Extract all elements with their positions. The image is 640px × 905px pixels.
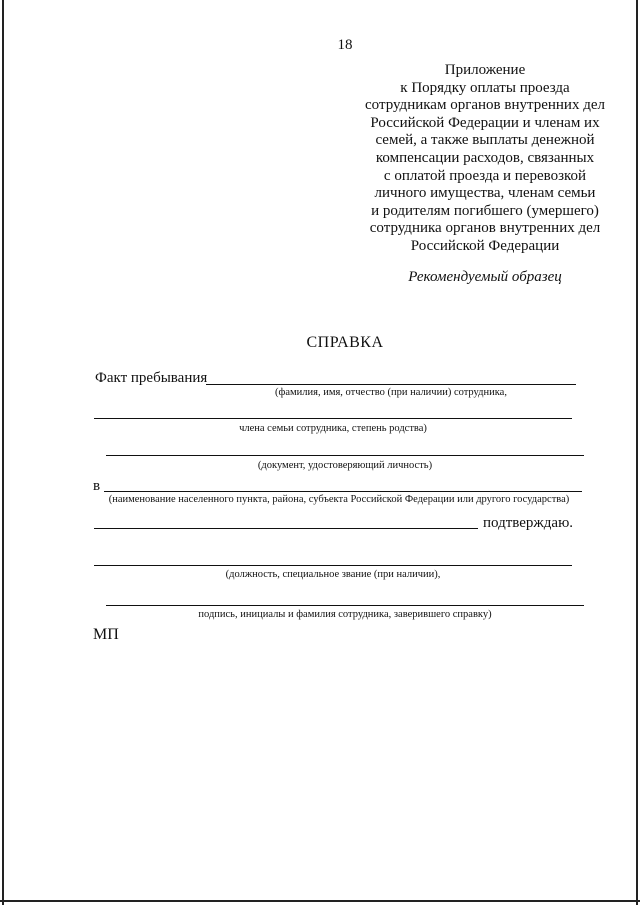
- caption-fio: (фамилия, имя, отчество (при наличии) сотрудника,: [275, 387, 507, 398]
- page-border-left: [2, 0, 4, 905]
- appendix-line: Российской Федерации: [410, 237, 560, 254]
- location-continuation-line[interactable]: [94, 528, 478, 529]
- caption-family: члена семьи сотрудника, степень родства): [239, 423, 427, 434]
- caption-signature: подпись, инициалы и фамилия сотрудника, заверившего справку): [198, 609, 492, 620]
- document-title: СПРАВКА: [306, 334, 384, 351]
- appendix-line: личного имущества, членам семьи: [374, 185, 596, 202]
- appendix-line: к Порядку оплаты проезда: [400, 79, 570, 96]
- appendix-line: и родителям погибшего (умершего): [371, 202, 599, 219]
- position-field-line[interactable]: [94, 565, 572, 566]
- caption-document: (документ, удостоверяющий личность): [257, 460, 433, 471]
- appendix-line: Приложение: [444, 62, 526, 78]
- appendix-line: семей, а также выплаты денежной: [375, 132, 595, 149]
- caption-location: (наименование населенного пункта, района, субъекта Российской Федерации или другого государства): [108, 494, 570, 505]
- appendix-line: Российской Федерации и членам их: [370, 114, 600, 131]
- fact-label: Факт пребывания: [95, 370, 208, 386]
- signature-field-line[interactable]: [106, 605, 584, 606]
- appendix-line: с оплатой проезда и перевозкой: [383, 167, 587, 184]
- confirm-label: подтверждаю.: [483, 515, 574, 531]
- in-label: в: [93, 478, 101, 494]
- appendix-line: сотрудника органов внутренних дел: [369, 220, 601, 237]
- location-field-line[interactable]: [104, 491, 582, 492]
- document-field-line[interactable]: [106, 455, 584, 456]
- fio-field-line[interactable]: [206, 384, 576, 385]
- stamp-label: МП: [93, 626, 119, 643]
- sample-label: Рекомендуемый образец: [408, 269, 562, 285]
- appendix-line: сотрудникам органов внутренних дел: [365, 97, 605, 114]
- page-border-bottom: [0, 900, 640, 902]
- family-field-line[interactable]: [94, 418, 572, 419]
- page-number: 18: [337, 37, 353, 53]
- caption-position: (должность, специальное звание (при наличии),: [225, 569, 441, 580]
- appendix-block: [328, 62, 640, 256]
- appendix-line: компенсации расходов, связанных: [375, 149, 595, 166]
